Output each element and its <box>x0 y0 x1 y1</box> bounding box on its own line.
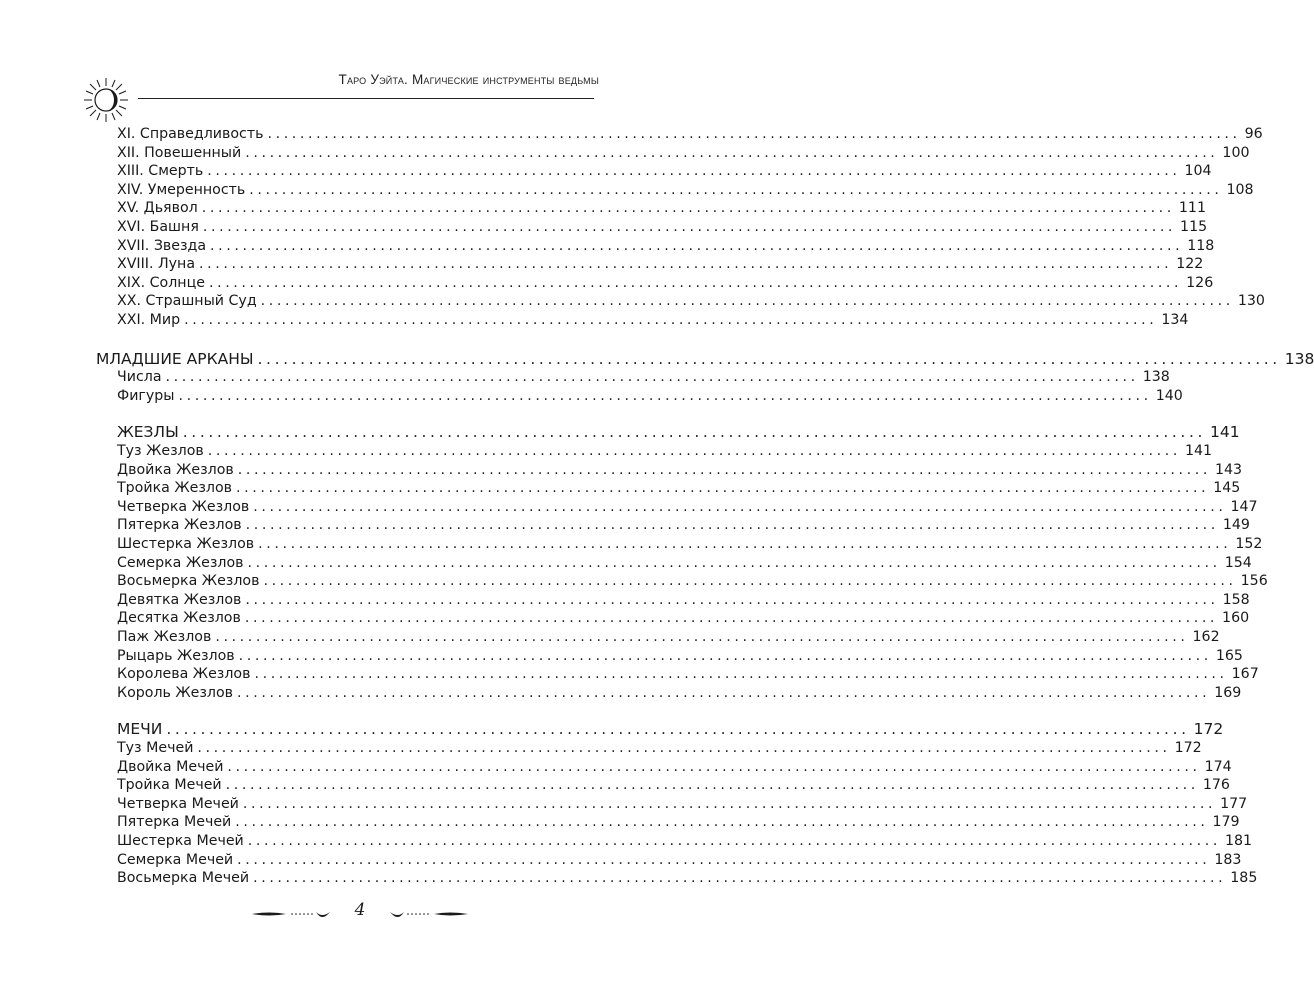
toc-entry[interactable] <box>117 143 1250 163</box>
toc-entry-title: XX. Страшный Суд <box>117 293 257 310</box>
sun-moon-icon <box>80 74 132 126</box>
dot-leader: ........................................................................................................................ <box>197 740 1171 756</box>
toc-entry-title: Тройка Мечей <box>117 777 222 794</box>
dot-leader: ........................................................................................................................ <box>166 720 1190 739</box>
page-header <box>0 60 681 120</box>
toc-entry-title: МЛАДШИЕ АРКАНЫ <box>96 349 254 368</box>
dot-leader: ........................................................................................................................ <box>257 349 1281 368</box>
toc-entry-page: 156 <box>1240 573 1268 590</box>
dot-leader: ........................................................................................................................ <box>165 369 1139 386</box>
toc-entry[interactable] <box>117 794 1248 814</box>
dot-leader: ........................................................................................................................ <box>260 293 1234 310</box>
dot-leader: ........................................................................................................................ <box>242 795 1217 812</box>
toc-entry-title: Семерка Мечей <box>117 851 234 868</box>
toc-entry-title: Двойка Жезлов <box>117 461 234 478</box>
toc-entry-title: Тройка Жезлов <box>117 480 233 497</box>
toc-entry[interactable] <box>117 738 1202 758</box>
toc-entry-page: 138 <box>1284 349 1314 368</box>
toc-entry-page: 104 <box>1184 163 1212 180</box>
toc-entry-title: Восьмерка Жезлов <box>117 573 260 590</box>
toc-entry[interactable] <box>117 254 1204 274</box>
toc-entry-page: 152 <box>1235 536 1263 552</box>
dot-leader: ........................................................................................................................ <box>253 498 1227 515</box>
toc-entry-title: Десятка Жезлов <box>117 610 241 627</box>
dot-leader: ........................................................................................................................ <box>184 312 1158 328</box>
dot-leader: ........................................................................................................................ <box>258 536 1232 552</box>
toc-entry-page: 141 <box>1210 423 1240 442</box>
toc-entry-title: XIII. Смерть <box>117 163 204 180</box>
toc-entry[interactable] <box>117 386 1183 406</box>
toc-entry-title: Восьмерка Мечей <box>117 870 250 887</box>
toc-entry-title: Четверка Жезлов <box>117 498 250 515</box>
toc-entry-page: 149 <box>1222 517 1250 534</box>
toc-entry-page: 111 <box>1178 200 1206 217</box>
toc-entry-page: 118 <box>1187 237 1215 254</box>
toc-entry[interactable] <box>117 868 1258 888</box>
toc-entry-title: Рыцарь Жезлов <box>117 647 235 664</box>
toc-entry-title: Туз Мечей <box>117 740 194 756</box>
toc-entry[interactable] <box>117 664 1259 684</box>
toc-entry-page: 179 <box>1212 814 1240 831</box>
dot-leader: ........................................................................................................................ <box>210 237 1184 254</box>
toc-entry-title: XV. Дьявол <box>117 200 198 217</box>
page-footer <box>0 900 681 930</box>
dot-leader: ........................................................................................................................ <box>201 200 1175 217</box>
toc-entry[interactable] <box>117 683 1242 703</box>
toc-entry[interactable] <box>117 646 1243 666</box>
dot-leader: ........................................................................................................................ <box>247 554 1221 571</box>
toc-entry[interactable] <box>117 478 1241 498</box>
toc-entry-title: Шестерка Мечей <box>117 833 244 849</box>
toc-entry-page: 162 <box>1192 629 1220 645</box>
toc-entry[interactable] <box>117 850 1242 870</box>
toc-entry[interactable] <box>117 460 1243 480</box>
toc-entry[interactable] <box>117 608 1250 628</box>
toc-entry[interactable] <box>117 310 1189 330</box>
dot-leader: ........................................................................................................................ <box>245 591 1219 608</box>
dot-leader: ........................................................................................................................ <box>244 610 1219 627</box>
toc-entry-page: 172 <box>1193 720 1224 739</box>
toc-entry[interactable] <box>117 627 1220 647</box>
toc-entry-title: Пятерка Жезлов <box>117 517 242 534</box>
toc-entry[interactable] <box>117 590 1250 610</box>
dot-leader: ........................................................................................................................ <box>178 387 1152 404</box>
toc-entry-title: Королева Жезлов <box>117 666 251 683</box>
toc-entry-page: 143 <box>1214 461 1243 478</box>
toc-entry-page: 141 <box>1184 443 1213 459</box>
toc-entry[interactable] <box>117 291 1265 311</box>
toc-entry[interactable] <box>117 831 1253 851</box>
toc-entry-title: Пятерка Мечей <box>117 814 232 831</box>
dot-leader: ........................................................................................................................ <box>237 684 1211 701</box>
toc-entry-page: 140 <box>1155 387 1183 404</box>
toc-entry-title: XII. Повешенный <box>117 144 242 161</box>
toc-entry-title: Туз Жезлов <box>117 443 204 459</box>
toc-entry-title: XI. Справедливость <box>117 126 264 142</box>
toc-entry-page: 167 <box>1231 666 1259 683</box>
flourish-ornament-icon <box>380 904 470 924</box>
toc-entry-title: XVI. Башня <box>117 219 199 235</box>
toc-entry-page: 176 <box>1202 777 1230 794</box>
dot-leader: ........................................................................................................................ <box>237 461 1211 478</box>
toc-entry[interactable] <box>117 812 1240 832</box>
toc-entry[interactable] <box>117 124 1263 144</box>
toc-entry-title: Двойка Мечей <box>117 758 224 775</box>
toc-entry-page: 145 <box>1213 480 1241 497</box>
dot-leader: ........................................................................................................................ <box>253 870 1227 887</box>
dot-leader: ........................................................................................................................ <box>238 647 1212 664</box>
dot-leader: ........................................................................................................................ <box>235 814 1209 831</box>
toc-entry[interactable] <box>117 719 1224 739</box>
dot-leader: ........................................................................................................................ <box>245 144 1219 161</box>
toc-entry-page: 126 <box>1186 274 1214 291</box>
toc-entry-title: Девятка Жезлов <box>117 591 242 608</box>
toc-entry-page: 147 <box>1230 498 1258 515</box>
dot-leader: ........................................................................................................................ <box>254 666 1228 683</box>
toc-entry-page: 177 <box>1220 795 1248 812</box>
toc-entry-page: 134 <box>1161 312 1189 328</box>
dot-leader: ........................................................................................................................ <box>207 443 1181 459</box>
toc-entry-title: МЕЧИ <box>117 720 163 739</box>
header-rule <box>138 98 594 99</box>
toc-entry-title: XVIII. Луна <box>117 256 196 273</box>
toc-entry[interactable] <box>117 217 1208 237</box>
toc-entry-page: 183 <box>1214 851 1242 868</box>
toc-entry[interactable] <box>117 515 1250 535</box>
toc-entry-title: XXI. Мир <box>117 312 181 328</box>
toc-entry[interactable] <box>117 571 1268 591</box>
toc-entry-page: 138 <box>1142 369 1170 386</box>
toc-entry-page: 165 <box>1215 647 1243 664</box>
toc-entry-title: Семерка Жезлов <box>117 554 244 571</box>
toc-entry-title: Паж Жезлов <box>117 629 212 645</box>
dot-leader: ........................................................................................................................ <box>267 126 1241 142</box>
toc-entry[interactable] <box>117 367 1170 387</box>
toc-entry[interactable] <box>117 180 1254 200</box>
running-title: Таро Уэйта. Магические инструменты ведьмы <box>338 72 599 87</box>
page-number: 4 <box>354 900 366 920</box>
toc-entry-title: XVII. Звезда <box>117 237 207 254</box>
toc-entry-page: 169 <box>1214 684 1242 701</box>
toc-entry[interactable] <box>117 273 1214 293</box>
toc-entry-title: XIX. Солнце <box>117 274 205 291</box>
flourish-ornament-icon <box>250 904 340 924</box>
dot-leader: ........................................................................................................................ <box>227 758 1201 775</box>
toc-entry-title: XIV. Умеренность <box>117 181 246 198</box>
toc-entry-page: 100 <box>1222 144 1250 161</box>
toc-entry-page: 160 <box>1222 610 1250 627</box>
toc-entry[interactable] <box>117 757 1232 777</box>
dot-leader: ........................................................................................................................ <box>202 219 1177 235</box>
dot-leader: ........................................................................................................................ <box>245 517 1219 534</box>
toc-entry-page: 174 <box>1204 758 1232 775</box>
toc-entry-page: 172 <box>1174 740 1202 756</box>
toc-entry-title: Король Жезлов <box>117 684 234 701</box>
toc-entry[interactable] <box>117 236 1215 256</box>
toc-entry-title: Шестерка Жезлов <box>117 536 255 552</box>
toc-entry[interactable] <box>117 198 1206 218</box>
dot-leader: ........................................................................................................................ <box>237 851 1211 868</box>
toc-entry[interactable] <box>117 422 1240 442</box>
toc-entry[interactable] <box>117 534 1263 554</box>
dot-leader: ........................................................................................................................ <box>249 181 1223 198</box>
toc-entry[interactable] <box>117 497 1258 517</box>
dot-leader: ........................................................................................................................ <box>182 423 1207 442</box>
toc-entry-title: Четверка Мечей <box>117 795 239 812</box>
dot-leader: ........................................................................................................................ <box>215 629 1189 645</box>
toc-entry-page: 154 <box>1224 554 1252 571</box>
toc-entry-page: 96 <box>1244 126 1263 142</box>
dot-leader: ........................................................................................................................ <box>247 833 1221 849</box>
toc-entry-page: 181 <box>1224 833 1253 849</box>
toc-entry[interactable] <box>96 349 1314 369</box>
toc-entry-page: 130 <box>1237 293 1265 310</box>
toc-entry-title: Фигуры <box>117 387 175 404</box>
dot-leader: ........................................................................................................................ <box>208 274 1183 291</box>
toc-entry-title: Числа <box>117 369 162 386</box>
dot-leader: ........................................................................................................................ <box>207 163 1181 180</box>
toc-entry-title: ЖЕЗЛЫ <box>117 423 179 442</box>
toc-entry-page: 158 <box>1222 591 1250 608</box>
toc-entry-page: 122 <box>1176 256 1204 273</box>
toc-entry-page: 108 <box>1226 181 1254 198</box>
toc-entry[interactable] <box>117 775 1230 795</box>
dot-leader: ........................................................................................................................ <box>225 777 1199 794</box>
toc-entry[interactable] <box>117 553 1252 573</box>
toc-entry-page: 185 <box>1230 870 1258 887</box>
dot-leader: ........................................................................................................................ <box>199 256 1173 273</box>
toc-entry[interactable] <box>117 161 1212 181</box>
dot-leader: ........................................................................................................................ <box>263 573 1237 590</box>
toc-entry[interactable] <box>117 441 1213 461</box>
dot-leader: ........................................................................................................................ <box>236 480 1210 497</box>
toc-entry-page: 115 <box>1180 219 1208 235</box>
